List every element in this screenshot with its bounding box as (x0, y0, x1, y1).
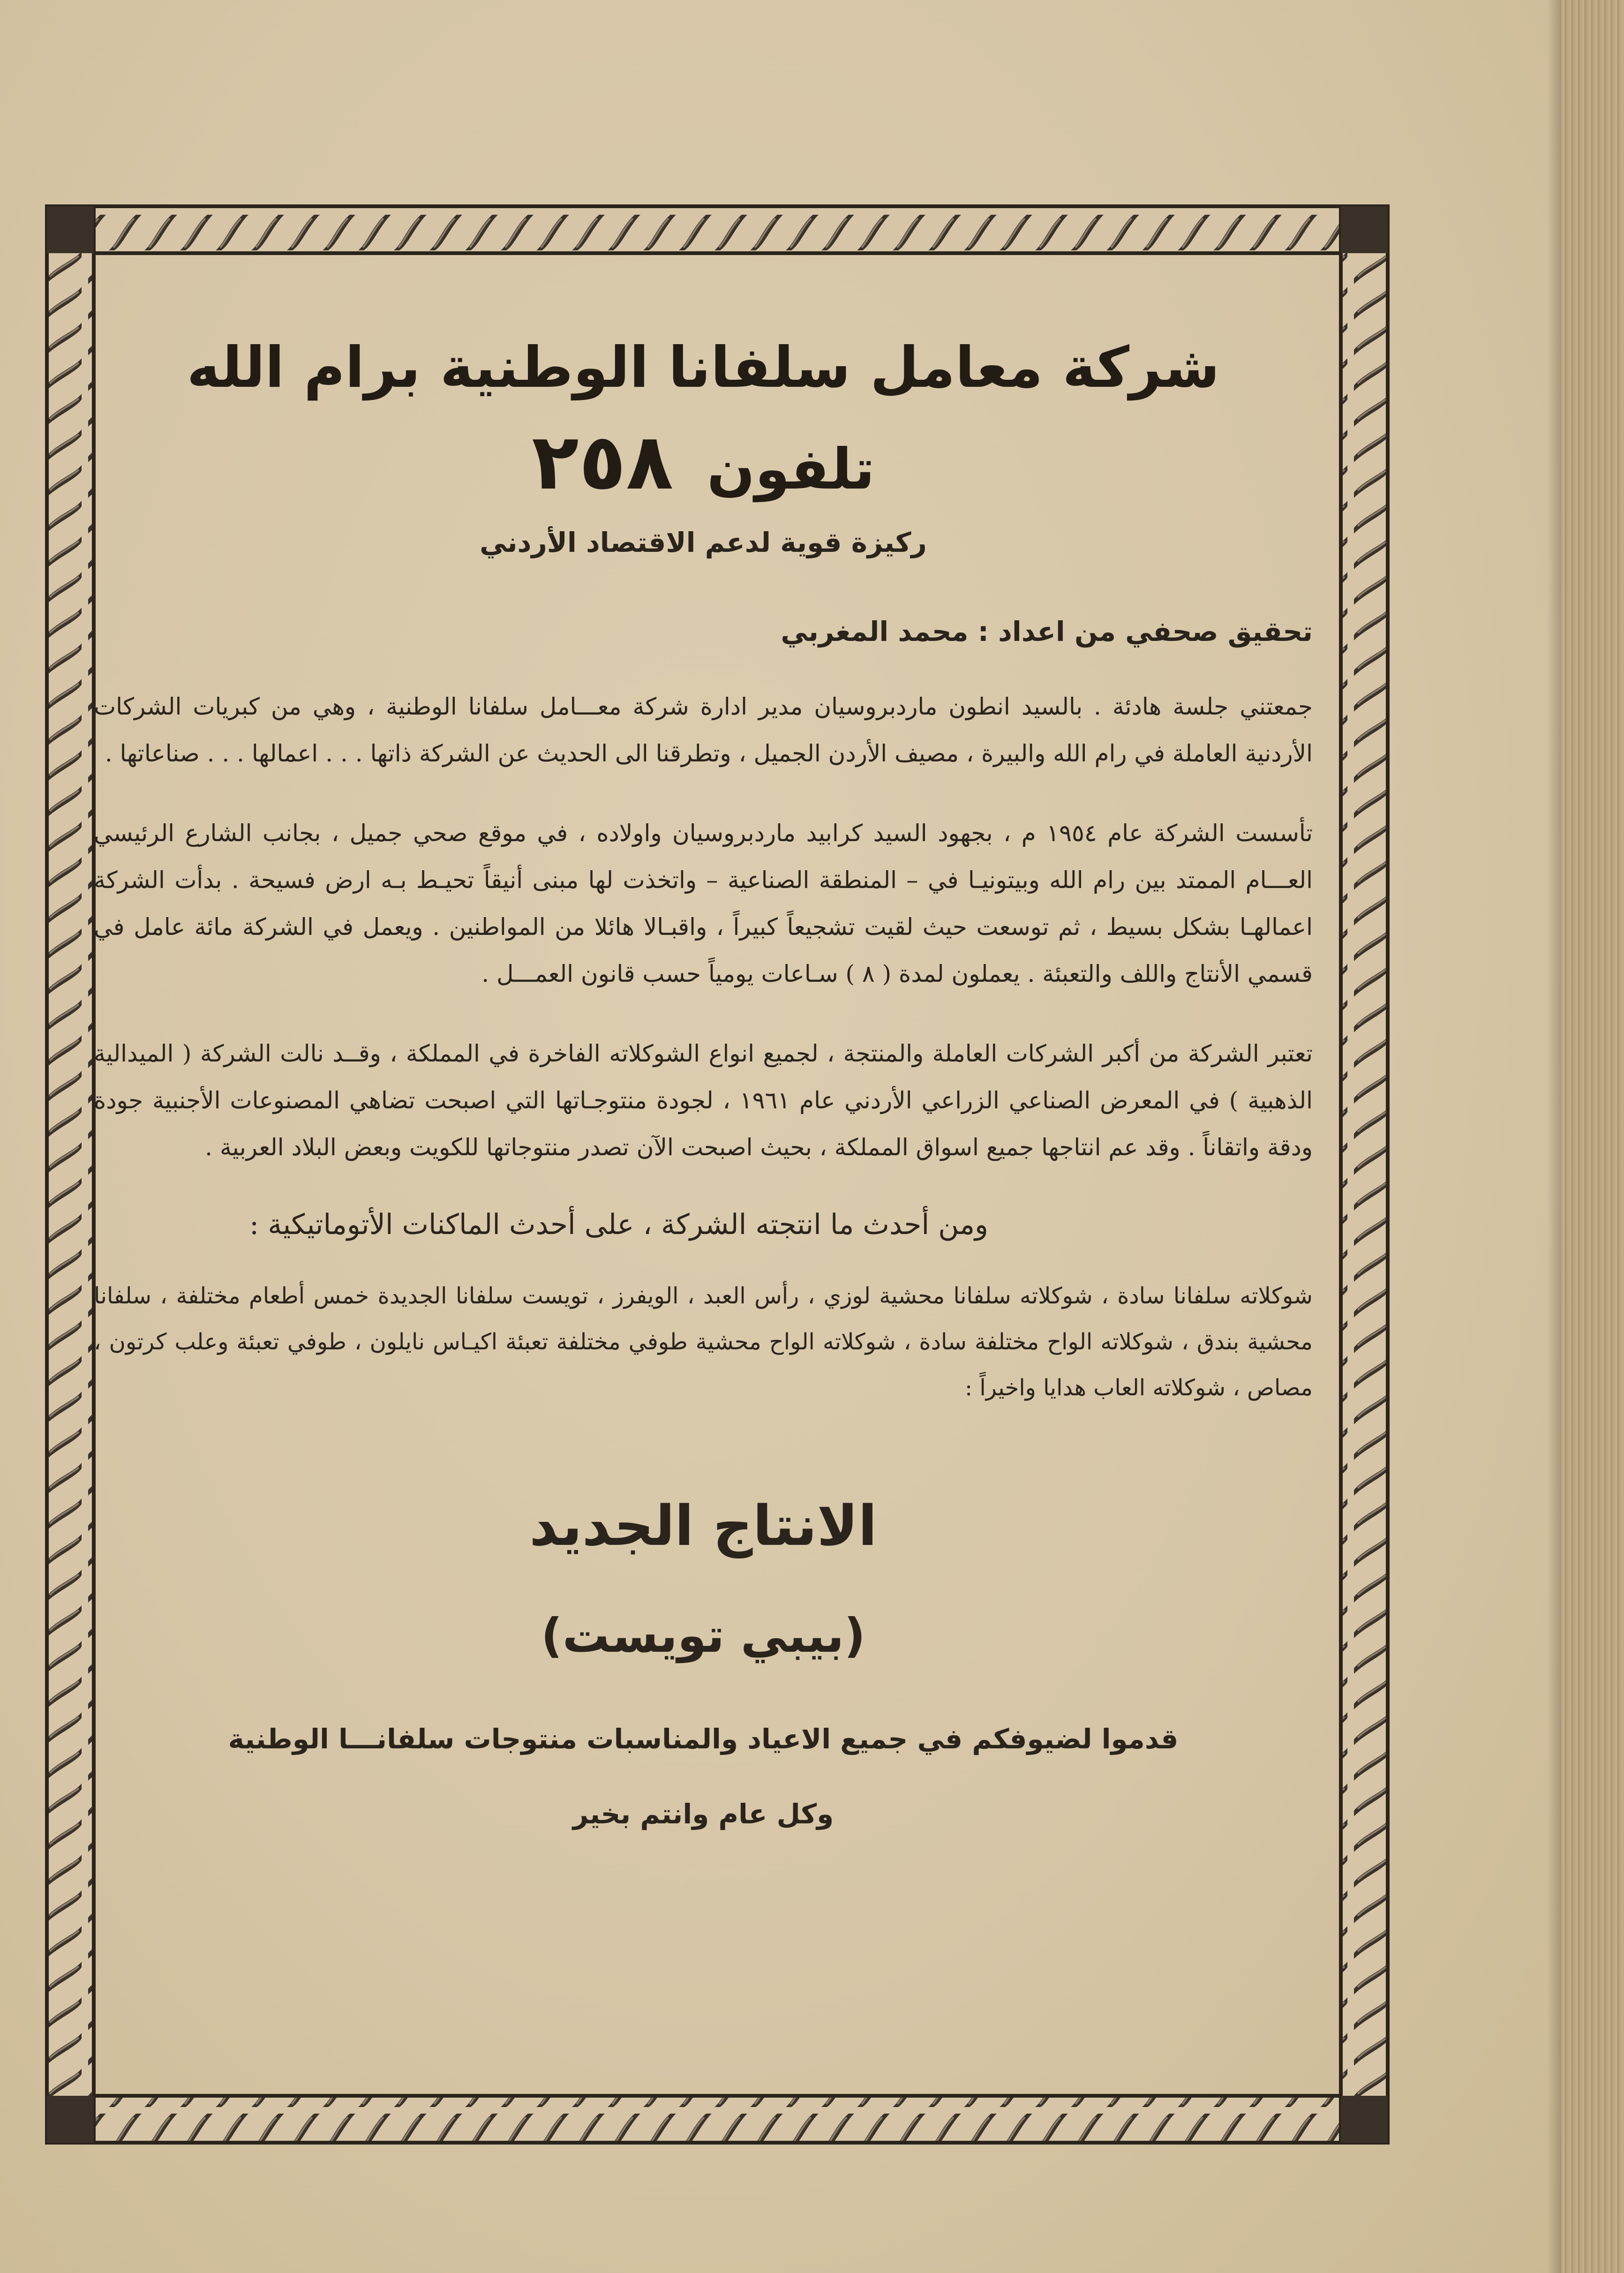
paragraph-history: تأسست الشركة عام ١٩٥٤ م ، بجهود السيد كرابيد ماردبروسيان واولاده ، في موقع صحي جميل ، بجانب الشارع الرئيسي العـــام الممتد بين رام الله وبيتونيـا في – المنطقة الصناعية – واتخذت لها مبنى أنيقاً تحيـط بـه ارض فسيحة . بدأت الشركة اعمالهـا بشكل بسيط ، ثم توسعت حيث لقيت تشجيعاً كبيراً ، واقبـالا هائلا من المواطنين . ويعمل في الشركة مائة عامل في قسمي الأنتاج واللف والتعبئة . يعملون لمدة ( ٨ ) سـاعات يومياً حسب قانون العمـــل . (94, 820, 1313, 987)
article (94, 328, 1313, 1837)
paragraph-achievements: تعتبر الشركة من أكبر الشركات العاملة والمنتجة ، لجميع انواع الشوكلاته الفاخرة في المملكة ، وقــد نالت الشركة ( الميدالية الذهبية ) في المعرض الصناعي الزراعي الأردني عام ١٩٦١ ، لجودة منتوجـاتها التي اصبحت تضاهي المصنوعات الأجنبية جودة ودقة واتقاناً . وقد عم انتاجها جميع اسواق المملكة ، بحيث اصبحت الآن تصدر منتوجاتها للكويت وبعض البلاد العربية . (94, 1040, 1313, 1161)
new-product-name: (بيبي تويست) (541, 1608, 865, 1663)
company-title: شركة معامل سلفانا الوطنية برام الله (187, 335, 1220, 400)
paragraph-intro: جمعتني جلسة هادئة . بالسيد انطون ماردبروسيان مدير ادارة شركة معـــامل سلفانا الوطنية ، وهي من كبريات الشركات الأردنية العاملة في رام الله والبيرة ، مصيف الأردن الجميل ، وتطرقنا الى الحديث عن الشركة ذاتها . . . اعمالها . . . صناعاتها . (94, 693, 1313, 767)
products-heading: ومن أحدث ما انتجته الشركة ، على أحدث الماكنات الأتوماتيكية : (249, 1208, 989, 1241)
new-product-heading: الانتاج الجديد (529, 1493, 877, 1558)
phone-label: تلفون (707, 437, 875, 502)
byline: تحقيق صحفي من اعداد : محمد المغربي (781, 616, 1313, 647)
tagline: ركيزة قوية لدعم الاقتصاد الأردني (480, 527, 927, 558)
phone-number: ٢٥٨ (532, 417, 674, 507)
offer-line: قدموا لضيوفكم في جميع الاعياد والمناسبات منتوجات سلفانـــا الوطنية (228, 1723, 1179, 1755)
greeting-line: وكل عام وانتم بخير (572, 1798, 834, 1830)
phone-line (94, 417, 1313, 514)
products-list: شوكلاته سلفانا سادة ، شوكلاته سلفانا محشية لوزي ، رأس العبد ، الويفرز ، تويست سلفانا الجديدة خمس أطعام مختلفة ، سلفانا محشية بندق ، شوكلاته الواح مختلفة سادة ، شوكلاته الواح محشية طوفي مختلفة تعبئة اكيـاس نايلون ، طوفي تعبئة وعلب كرتون ، مصاص ، شوكلاته العاب هدايا واخيراً : (94, 1283, 1313, 1401)
